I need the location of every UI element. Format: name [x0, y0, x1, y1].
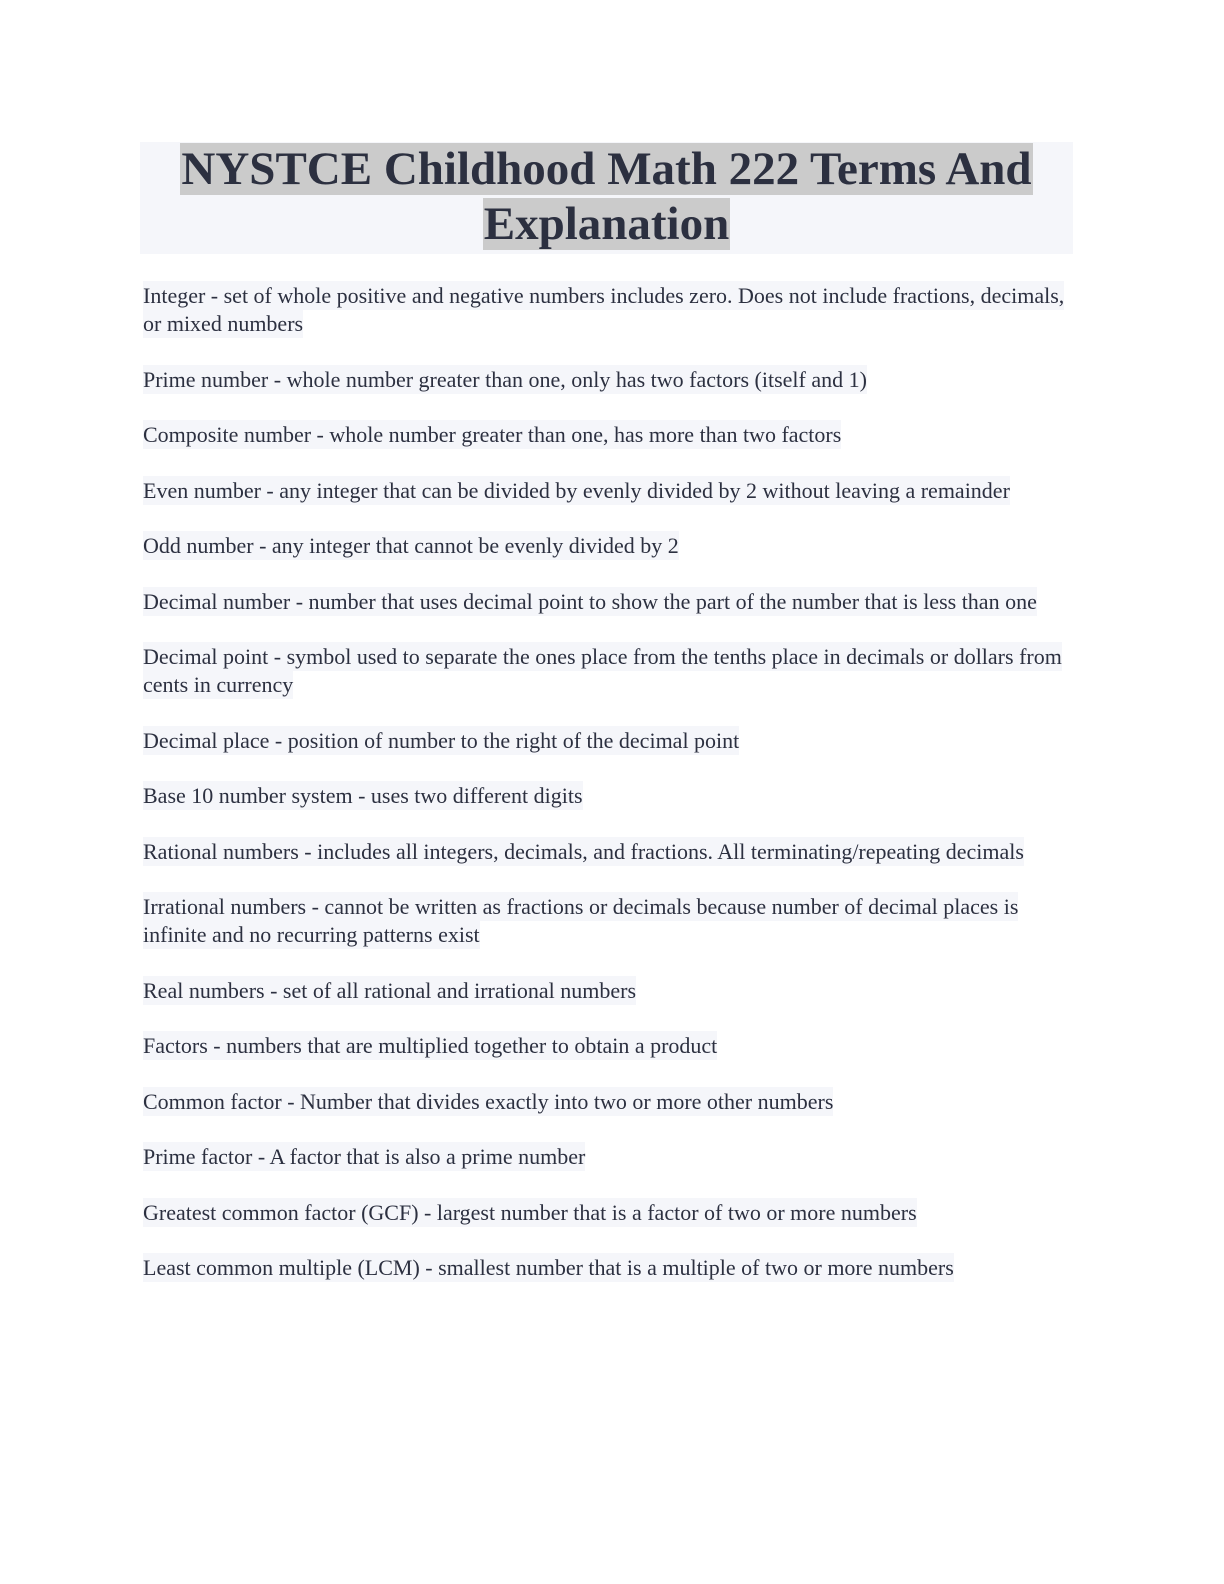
page-title [140, 142, 1073, 252]
term-common-factor [143, 1088, 1073, 1116]
title-block [140, 142, 1073, 254]
term-text: Prime factor - A factor that is also a prime number [143, 1144, 586, 1169]
term-even-number [143, 477, 1073, 505]
term-text: Prime number - whole number greater than one, only has two factors (itself and 1) [143, 366, 867, 392]
term-composite-number [143, 421, 1073, 449]
term-text: Decimal number - number that uses decimal point to show the part of the number that is less than one [143, 588, 1037, 614]
term-text: Odd number - any integer that cannot be evenly divided by 2 [143, 533, 679, 558]
term-real-numbers [143, 977, 1073, 1005]
term-text: Least common multiple (LCM) - smallest number that is a multiple of two or more numbers [143, 1255, 954, 1280]
term-decimal-number [143, 588, 1073, 616]
term-text: Factors - numbers that are multiplied together to obtain a product [143, 1033, 718, 1058]
term-text: Common factor - Number that divides exactly into two or more other numbers [143, 1088, 834, 1114]
term-integer [143, 282, 1073, 338]
term-text: Real numbers - set of all rational and irrational numbers [143, 977, 637, 1003]
term-gcf [143, 1199, 1073, 1227]
term-text: Base 10 number system - uses two different digits [143, 783, 583, 808]
term-irrational-numbers [143, 893, 1073, 949]
terms-list [143, 282, 1073, 1310]
term-text: Decimal place - position of number to the right of the decimal point [143, 727, 740, 753]
term-text: Integer - set of whole positive and negative numbers includes zero. Does not include fractions, decimals, or mixed numbers [143, 283, 1065, 336]
term-text: Even number - any integer that can be divided by evenly divided by 2 without leaving a remainder [143, 477, 1010, 503]
term-decimal-point [143, 643, 1073, 699]
term-text: Irrational numbers - cannot be written as fractions or decimals because number of decimal places is infinite and no recurring patterns exist [143, 894, 1019, 947]
term-text: Rational numbers - includes all integers, decimals, and fractions. All terminating/repeating decimals [143, 838, 1024, 864]
term-lcm [143, 1254, 1073, 1282]
term-text: Decimal point - symbol used to separate the ones place from the tenths place in decimals or dollars from cents in currency [143, 644, 1062, 697]
term-prime-factor [143, 1143, 1073, 1171]
page-title-text: NYSTCE Childhood Math 222 Terms And Explanation [181, 143, 1032, 250]
term-base-10 [143, 782, 1073, 810]
term-text: Greatest common factor (GCF) - largest number that is a factor of two or more numbers [143, 1199, 917, 1225]
term-rational-numbers [143, 838, 1073, 866]
term-prime-number [143, 366, 1073, 394]
term-text: Composite number - whole number greater than one, has more than two factors [143, 422, 842, 447]
term-factors [143, 1032, 1073, 1060]
term-decimal-place [143, 727, 1073, 755]
term-odd-number [143, 532, 1073, 560]
